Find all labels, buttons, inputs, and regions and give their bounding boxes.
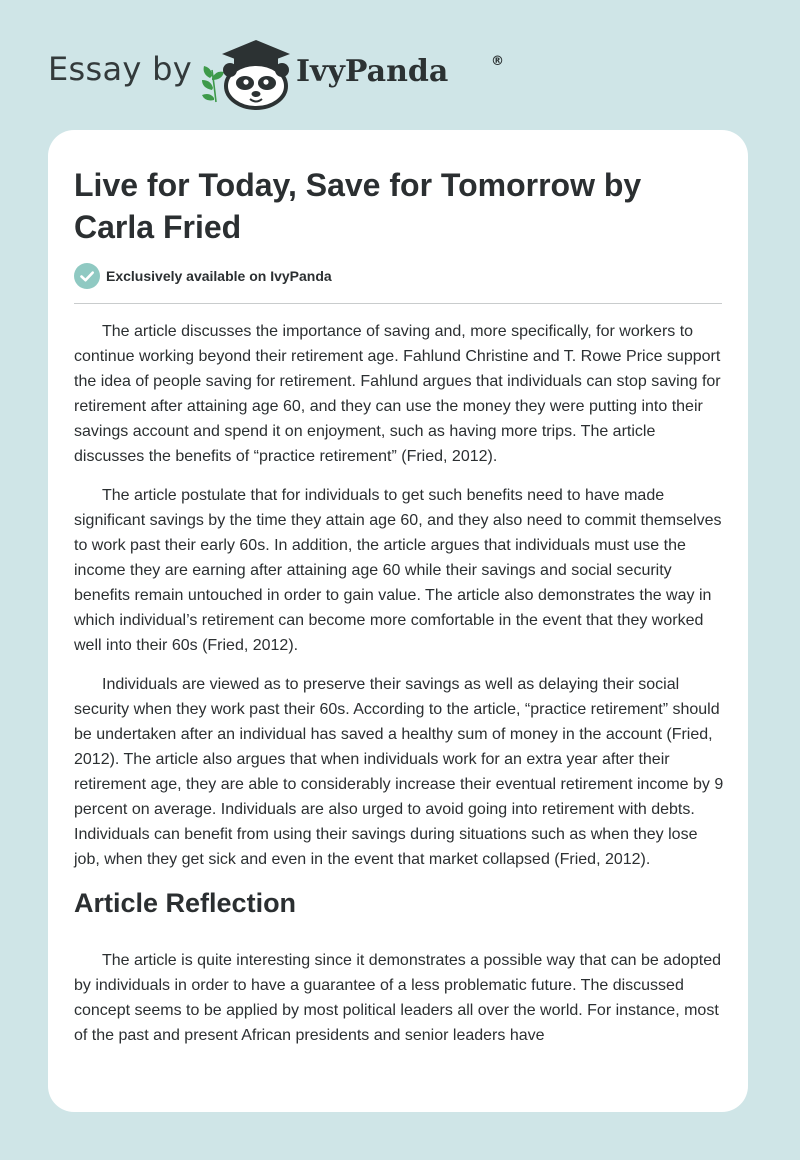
- article-title: Live for Today, Save for Tomorrow by Carla Fried: [74, 167, 642, 245]
- section-heading: Article Reflection: [74, 888, 297, 918]
- check-circle-icon: [74, 263, 100, 289]
- divider: [74, 303, 722, 304]
- site-header: [48, 34, 508, 110]
- article-body: [74, 319, 726, 1062]
- paragraph: The article is quite interesting since it demonstrates a possible way that can be adopted by individuals in order to have a guarantee of a less problematic future. The discussed concept seems to be applied by most political leaders all over the world. For instance, most of the past and present African presidents and senior leaders have: [74, 952, 722, 1044]
- brand-name[interactable]: IvyPanda: [296, 54, 449, 89]
- exclusive-badge-text: Exclusively available on IvyPanda: [106, 268, 332, 284]
- paragraph: The article postulate that for individuals to get such benefits need to have made significant savings by the time they attain age 60, and they also need to commit themselves to work past their early 60s. In addition, the article argues that individuals must use the income they are earning after attaining age 60 while their savings and social security benefits remain untouched in order to gain value. The article also demonstrates the way in which individual’s retirement can become more comfortable in the event that they worked well into their 60s (Fried, 2012).: [74, 487, 722, 654]
- registered-mark: ®: [491, 54, 504, 69]
- brand-prefix: Essay by: [48, 50, 192, 88]
- paragraph: The article discusses the importance of saving and, more specifically, for workers to continue working beyond their retirement age. Fahlund Christine and T. Rowe Price support the idea of people saving for retirement. Fahlund argues that individuals can stop saving for retirement after attaining age 60, and they can use the money they were putting into their savings account and spend it on enjoyment, such as having more trips. The article discusses the benefits of “practice retirement” (Fried, 2012).: [74, 323, 721, 465]
- paragraph: Individuals are viewed as to preserve their savings as well as delaying their social security when they work past their 60s. According to the article, “practice retirement” should be undertaken after an individual has saved a healthy sum of money in the account (Fried, 2012). The article also argues that when individuals work for an extra year after their retirement age, they are able to considerably increase their eventual retirement income by 9 percent on average. Individuals are also urged to avoid going into retirement with debts. Individuals can benefit from using their savings during situations such as when they lose job, when they get sick and even in the event that market collapsed (Fried, 2012).: [74, 676, 724, 868]
- article-card: [48, 130, 748, 1112]
- panda-graduate-logo-icon[interactable]: [200, 34, 292, 110]
